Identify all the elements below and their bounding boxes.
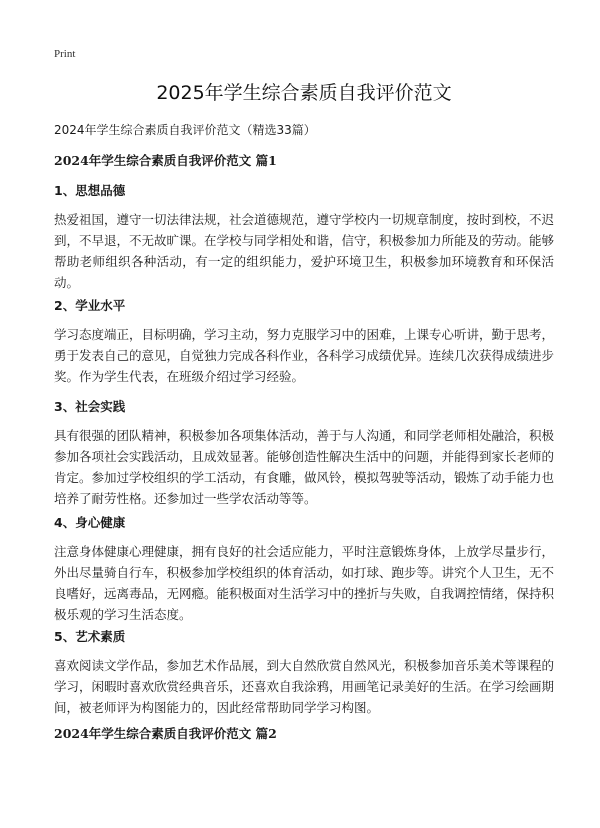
item-heading-3: 3、社会实践 (54, 399, 126, 414)
paragraph-1: 热爱祖国，遵守一切法律法规，社会道德规范，遵守学校内一切规章制度，按时到校，不迟到，不早退，不无故旷课。在学校与同学相处和谐，信守，积极参加力所能及的劳动。能够帮助老师组织各种活动，有一定的组织能力，爱护环境卫生，积极参加环境教育和环保活动。 (54, 212, 554, 290)
item-heading-1: 1、思想品德 (54, 183, 126, 198)
paragraph-3: 具有很强的团队精神，积极参加各项集体活动，善于与人沟通，和同学老师相处融洽，积极参加各项社会实践活动，且成效显著。能够创造性解决生活中的问题，并能得到家长老师的肯定。参加过学校组织的学工活动，有食雕，做风铃，模拟驾驶等活动，锻炼了动手能力也培养了耐劳性格。还参加过一些学农活动等等。 (54, 428, 554, 506)
paragraph-4: 注意身体健康心理健康，拥有良好的社会适应能力，平时注意锻炼身体，上放学尽量步行，外出尽量骑自行车，积极参加学校组织的体育活动，如打球、跑步等。讲究个人卫生，无不良嗜好，远离毒品，无网瘾。能积极面对生活学习中的挫折与失败，自我调控情绪，保持积极乐观的学习生活态度。 (54, 544, 554, 622)
item-heading-4: 4、身心健康 (54, 515, 126, 530)
section-heading-1: 2024年学生综合素质自我评价范文 篇1 (54, 153, 277, 168)
page-title: 2025年学生综合素质自我评价范文 (156, 82, 452, 104)
paragraph-5: 喜欢阅读文学作品，参加艺术作品展，到大自然欣赏自然风光，积极参加音乐美术等课程的学习，闲暇时喜欢欣赏经典音乐，还喜欢自我涂鸦，用画笔记录美好的生活。在学习绘画期间，被老师评为构图能力的，因此经常帮助同学学习构图。 (54, 658, 554, 715)
item-heading-2: 2、学业水平 (54, 298, 126, 313)
section-heading-2: 2024年学生综合素质自我评价范文 篇2 (54, 726, 277, 741)
document-page (54, 0, 554, 828)
paragraph-2: 学习态度端正，目标明确，学习主动，努力克服学习中的困难，上课专心听讲，勤于思考，勇于发表自己的意见，自觉独力完成各科作业，各科学习成绩优异。连续几次获得成绩进步奖。作为学生代表，在班级介绍过学习经验。 (54, 327, 554, 384)
item-heading-5: 5、艺术素质 (54, 629, 126, 644)
document-subtitle: 2024年学生综合素质自我评价范文（精选33篇） (54, 123, 316, 137)
print-link[interactable]: Print (54, 48, 76, 60)
